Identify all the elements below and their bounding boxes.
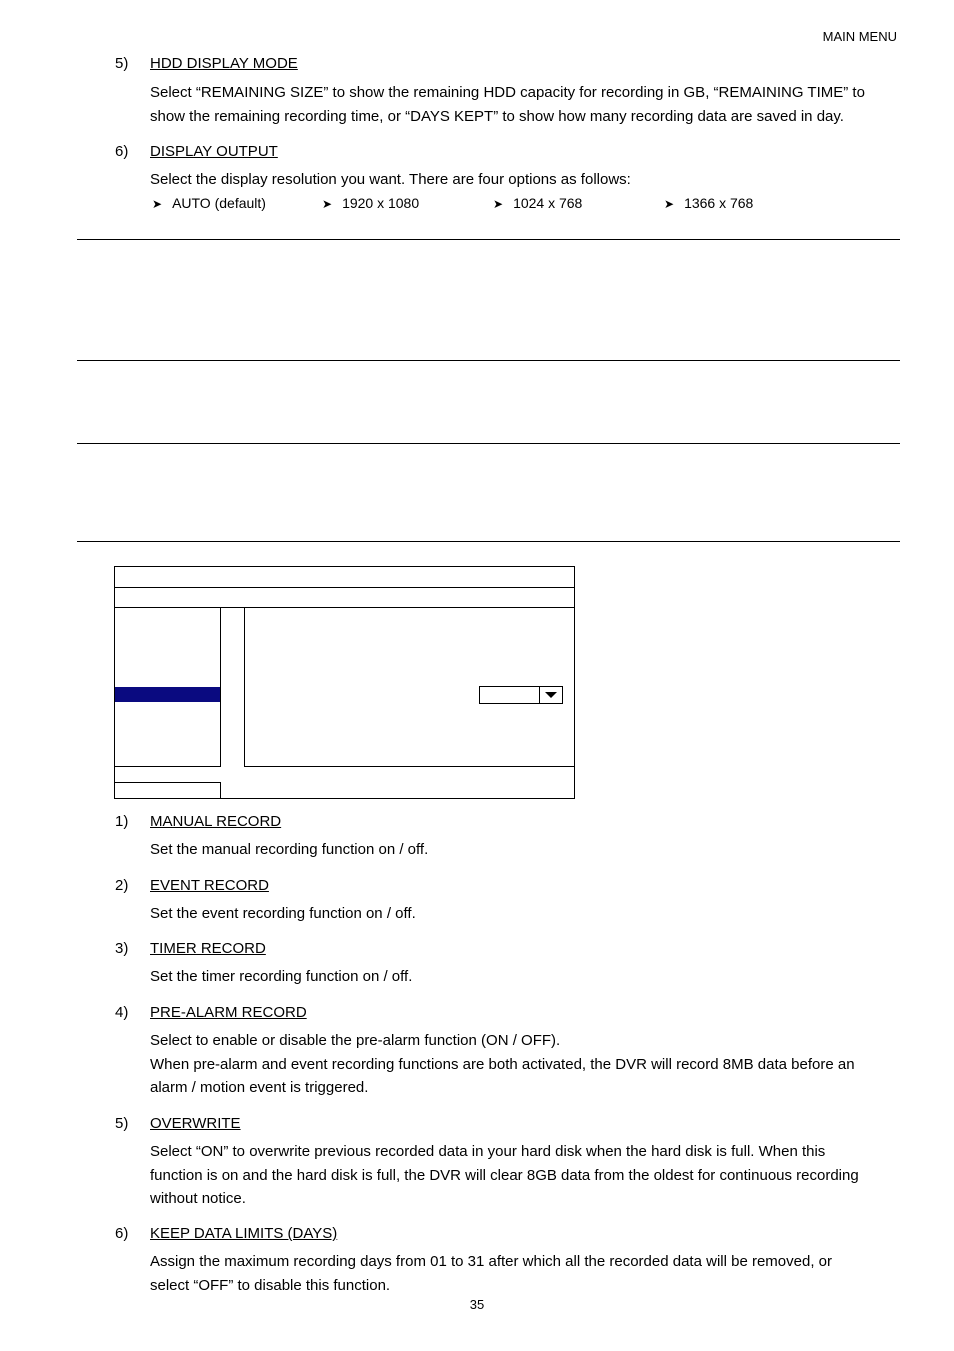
menu-sidebar-selected-item[interactable] [115, 687, 220, 702]
divider [77, 239, 900, 240]
item-title-event-record: EVENT RECORD [150, 877, 269, 894]
page-number: 35 [469, 1297, 485, 1312]
dropdown-button[interactable] [539, 687, 562, 703]
text-line: show the remaining recording time, or “DAYS KEPT” to show how many recording data are saved in day. [150, 107, 844, 125]
item-description [150, 902, 416, 926]
text-line: without notice. [150, 1190, 246, 1207]
item-title-overwrite: OVERWRITE [150, 1115, 241, 1132]
text-line: Set the manual recording function on / off. [150, 841, 429, 858]
item-title-display-output: DISPLAY OUTPUT [150, 143, 278, 160]
text-line: function is on and the hard disk is full, the DVR will clear 8GB data from the oldest for continuous recording [150, 1166, 859, 1184]
option-label: 1366 x 768 [684, 195, 754, 211]
item-number: 1) [115, 813, 129, 830]
chevron-down-icon [545, 692, 557, 698]
text-line: When pre-alarm and event recording functions are both activated, the DVR will record 8MB data before an [150, 1055, 855, 1073]
arrowhead-bullet-icon: ➤ [493, 197, 504, 211]
arrowhead-bullet-icon: ➤ [152, 197, 163, 211]
option-label: AUTO (default) [172, 195, 266, 211]
text-line: alarm / motion event is triggered. [150, 1079, 369, 1096]
option-item [664, 195, 753, 211]
arrowhead-bullet-icon: ➤ [322, 197, 333, 211]
text-line: Set the event recording function on / off. [150, 905, 416, 922]
item-description [150, 838, 428, 862]
text-line: Select to enable or disable the pre-alarm function (ON / OFF). [150, 1032, 561, 1049]
text-line: Select “ON” to overwrite previous recorded data in your hard disk when the hard disk is full. When this [150, 1143, 826, 1160]
item-title-manual-record: MANUAL RECORD [150, 813, 282, 830]
divider [77, 541, 900, 542]
divider [77, 360, 900, 361]
option-item [152, 195, 266, 211]
option-label: 1920 x 1080 [342, 195, 420, 211]
running-header: MAIN MENU [822, 29, 897, 44]
item-title-timer-record: TIMER RECORD [150, 940, 266, 957]
menu-title-divider [114, 587, 575, 588]
item-number: 3) [115, 940, 129, 957]
menu-dropdown[interactable] [479, 686, 563, 704]
item-description [150, 1029, 855, 1100]
item-number: 4) [115, 1004, 129, 1021]
text-line: Assign the maximum recording days from 01 to 31 after which all the recorded data will be removed, or [150, 1253, 832, 1270]
item-number: 6) [115, 1225, 129, 1242]
item-title-pre-alarm-record: PRE-ALARM RECORD [150, 1004, 307, 1021]
option-label: 1024 x 768 [513, 195, 583, 211]
arrowhead-bullet-icon: ➤ [664, 197, 675, 211]
item-description [150, 1140, 859, 1211]
item-number: 2) [115, 877, 129, 894]
text-line: Select “REMAINING SIZE” to show the remaining HDD capacity for recording in GB, “REMAINING TIME” to [150, 84, 865, 101]
item-number: 5) [115, 1115, 129, 1132]
text-line: Set the timer recording function on / off. [150, 968, 413, 985]
option-item [493, 195, 582, 211]
divider [77, 443, 900, 444]
menu-exit-box[interactable] [114, 782, 221, 799]
item-description: Select the display resolution you want. There are four options as follows: [150, 171, 631, 188]
item-description [150, 81, 865, 128]
item-number: 5) [115, 55, 129, 72]
item-number: 6) [115, 143, 129, 160]
item-title-keep-data-limits: KEEP DATA LIMITS (DAYS) [150, 1225, 338, 1242]
item-description [150, 1250, 832, 1297]
item-title-hdd-display-mode: HDD DISPLAY MODE [150, 55, 298, 72]
item-description [150, 965, 412, 989]
option-item [322, 195, 419, 211]
text-line: select “OFF” to disable this function. [150, 1276, 391, 1294]
